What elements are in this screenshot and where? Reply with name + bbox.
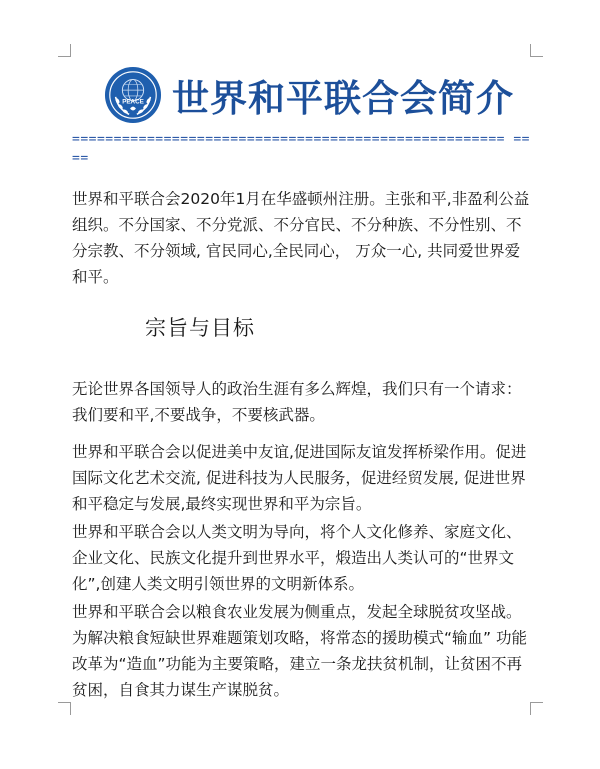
section-paragraph-4: 世界和平联合会以粮食农业发展为侧重点，发起全球脱贫攻坚战。为解决粮食短缺世界难题策划攻略，将常态的援助模式“输血” 功能改革为“造血”功能为主要策略，建立一条龙扶贫机制，让贫困不再贫困，自食其力谋生产谋脱贫。 [72, 603, 527, 699]
section-heading: 宗旨与目标 [145, 316, 255, 340]
logo-text: PEACE [122, 98, 144, 106]
section-paragraph-2: 世界和平联合会以促进美中友谊,促进国际友谊发挥桥梁作用。促进国际文化艺术交流, 促进科技为人民服务，促进经贸发展, 促进世界和平稳定与发展,最终实现世界和平为宗旨。 [72, 443, 527, 513]
section-paragraph-1: 无论世界各国领导人的政治生涯有多么辉煌，我们只有一个请求：我们要和平,不要战争，不要核武器。 [72, 380, 522, 424]
page-title: 世界和平联合会简介 [172, 77, 514, 120]
crop-mark-top-left [58, 44, 71, 57]
document-header [104, 62, 514, 128]
crop-mark-top-right [530, 44, 543, 57]
section-paragraph-3: 世界和平联合会以人类文明为导向，将个人文化修养、家庭文化、企业文化、民族文化提升到世界水平，煅造出人类认可的“世界文化”,创建人类文明引领世界的文明新体系。 [72, 523, 522, 593]
crop-mark-bottom-right [530, 702, 543, 715]
peace-logo-icon [104, 66, 162, 124]
crop-mark-bottom-left [58, 702, 71, 715]
intro-paragraph: 世界和平联合会2020年1月在华盛顿州注册。主张和平,非盈利公益组织。不分国家、不分党派、不分官民、不分种族、不分性别、不分宗教、不分领域, 官民同心,全民同心， 万众一心, 共同爱世界爱和平。 [72, 190, 530, 286]
separator-line: ==================================================== ==== [72, 132, 530, 166]
